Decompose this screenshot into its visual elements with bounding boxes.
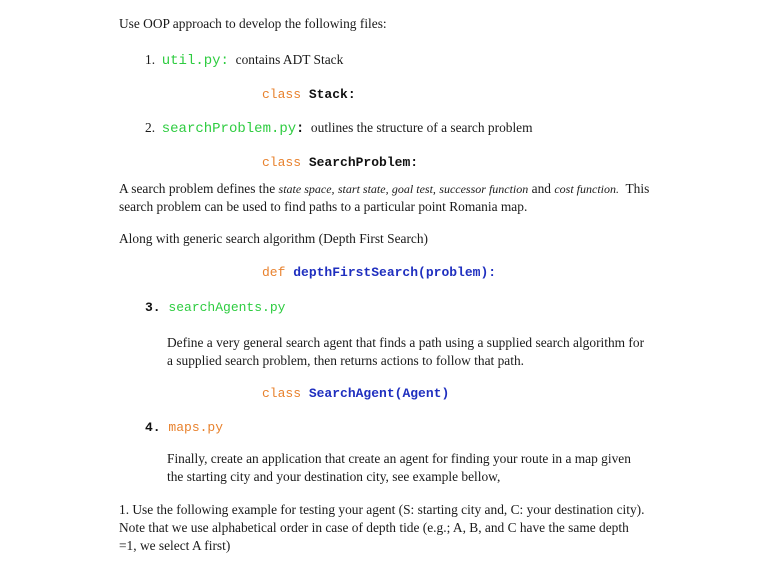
- paragraph-line: 1. Use the following example for testing your agent (S: starting city and, C: your destination city).: [119, 502, 645, 517]
- testing-paragraph: [119, 501, 769, 555]
- term-start-state: start state,: [337, 182, 389, 196]
- item-1: [145, 52, 343, 69]
- paragraph-line: search problem can be used to find paths to a particular point Romania map.: [119, 199, 528, 214]
- code-class-name: SearchAgent(Agent): [308, 386, 450, 401]
- item-2: [145, 120, 533, 137]
- item-2-number: 2.: [145, 120, 156, 135]
- term-state-space: state space,: [278, 182, 335, 196]
- item-2-filename: searchProblem.py: [161, 121, 297, 137]
- code-keyword: def: [262, 265, 286, 280]
- paragraph-line: =1, we select A first): [119, 538, 231, 553]
- item-2-colon: :: [296, 122, 305, 137]
- item-3: [145, 300, 285, 315]
- intro-text: Use OOP approach to develop the following files:: [119, 16, 387, 31]
- item-3-description: [167, 334, 757, 370]
- text-span: A search problem defines the: [119, 181, 276, 196]
- code-class-name: Stack:: [308, 87, 356, 102]
- code-class-searchagent: [262, 386, 449, 401]
- text-span: and: [531, 181, 551, 196]
- term-cost-function: cost function.: [554, 182, 620, 196]
- item-1-filename: util.py:: [161, 53, 229, 69]
- item-4: [145, 420, 223, 435]
- code-function-name: depthFirstSearch(problem):: [293, 265, 497, 280]
- item-3-number: 3.: [145, 300, 161, 315]
- item-2-description: outlines the structure of a search problem: [310, 120, 533, 135]
- generic-search-text: Along with generic search algorithm (Depth First Search): [119, 231, 429, 246]
- paragraph-line: Finally, create an application that create an agent for finding your route in a map given: [167, 451, 631, 466]
- term-successor-function: successor function: [439, 182, 529, 196]
- item-1-number: 1.: [145, 52, 156, 67]
- item-1-description: contains ADT Stack: [235, 52, 344, 67]
- code-class-searchproblem: [262, 155, 418, 170]
- code-class-stack: [262, 87, 356, 102]
- code-def-dfs: [262, 265, 496, 280]
- code-class-name: SearchProblem:: [308, 155, 419, 170]
- item-3-filename: searchAgents.py: [168, 300, 286, 315]
- paragraph-line: the starting city and your destination city, see example bellow,: [167, 469, 501, 484]
- code-keyword: class: [262, 386, 302, 401]
- paragraph-line: Define a very general search agent that finds a path using a supplied search algorithm for: [167, 335, 645, 350]
- code-keyword: class: [262, 155, 302, 170]
- item-4-description: [167, 450, 757, 486]
- search-problem-paragraph: [119, 180, 759, 216]
- paragraph-line: a supplied search problem, then returns actions to follow that path.: [167, 353, 524, 368]
- term-goal-test: goal test,: [391, 182, 436, 196]
- code-keyword: class: [262, 87, 302, 102]
- item-4-number: 4.: [145, 420, 161, 435]
- text-span: This: [625, 181, 650, 196]
- paragraph-line: Note that we use alphabetical order in case of depth tide (e.g.; A, B, and C have the same depth: [119, 520, 629, 535]
- item-4-filename: maps.py: [168, 420, 224, 435]
